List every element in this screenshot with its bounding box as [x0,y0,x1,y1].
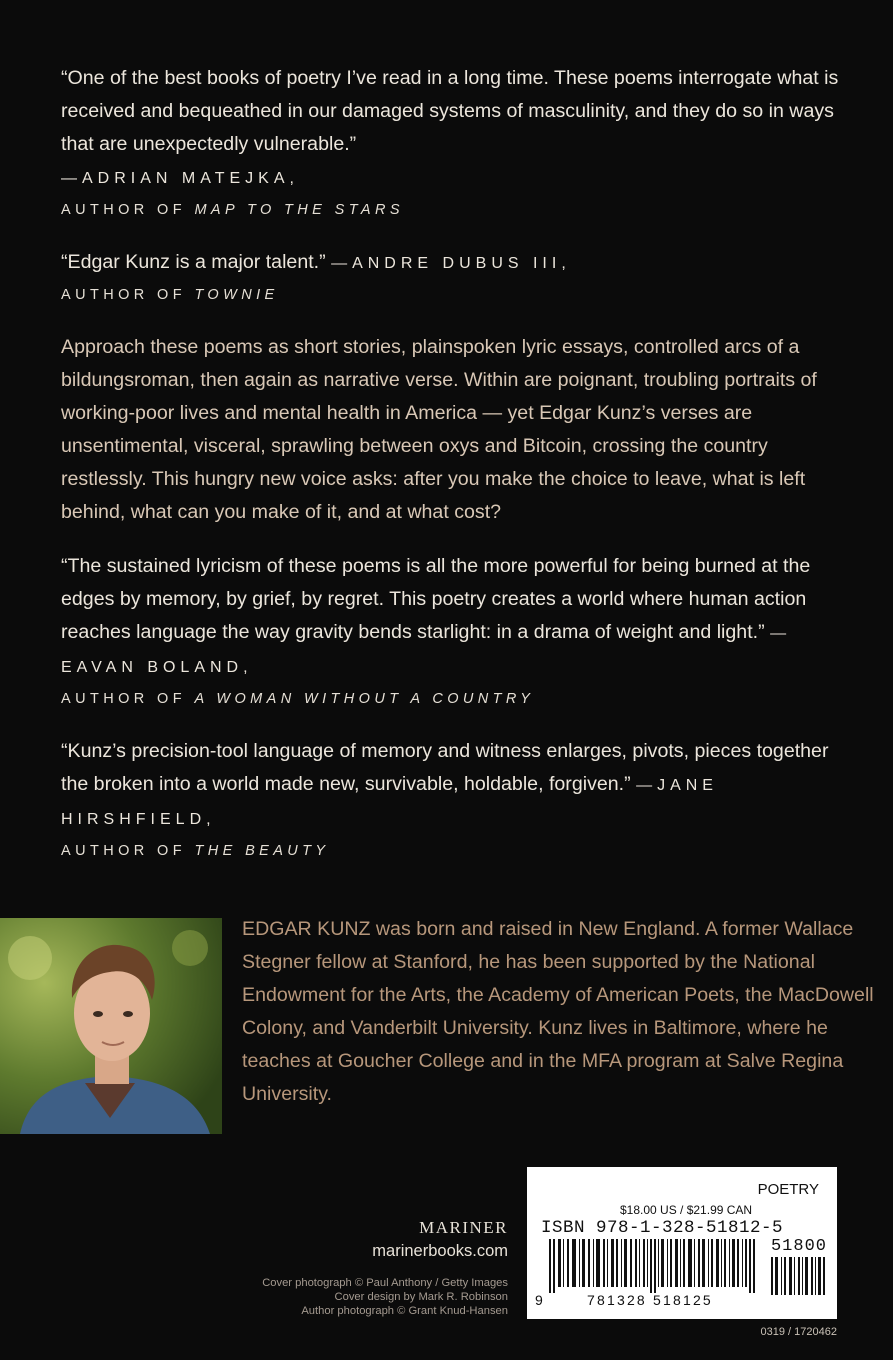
back-cover-text [61,62,841,887]
price: $18.00 US / $21.99 CAN [620,1203,753,1217]
credit-line: Cover design by Mark R. Robinson [334,1291,508,1303]
author-photo [0,918,222,1134]
description-block [61,331,841,529]
attribution: —EAVAN BOLAND, [61,625,792,676]
attribution: —ADRIAN MATEJKA, [61,170,299,187]
quote-text: “The sustained lyricism of these poems is all the more powerful for being burned at the edges by memory, by grief, by regret. This poetry creates a world where human action reaches language the way gravity bends starlight: in a drama of weight and light.” [61,555,811,643]
quote-block [61,550,841,714]
quote-text: “Edgar Kunz is a major talent.” [61,251,332,273]
quote-text: “Kunz’s precision-tool language of memory and witness enlarges, pivots, pieces together the broken into a world made new, survivable, holdable, forgiven.” [61,740,829,795]
publisher-url[interactable]: marinerbooks.com [372,1242,508,1260]
isbn: ISBN 978-1-328-51812-5 [541,1218,784,1238]
ean-first-digit: 9 [535,1292,543,1308]
author-of-line: AUTHOR OF THE BEAUTY [61,843,330,859]
addon-code: 51800 [770,1237,827,1256]
quote-block [61,62,841,225]
product-code: 0319 / 1720462 [760,1326,837,1338]
barcode-label [527,1167,837,1319]
attribution: —ANDRE DUBUS III, [331,255,571,272]
publisher-name: MARINER [419,1218,508,1237]
category-label: POETRY [757,1181,819,1198]
quote-block [61,735,841,866]
author-bio: EDGAR KUNZ was born and raised in New England. A former Wallace Stegner fellow at Stanford, he has been supported by the National Endowment for the Arts, the Academy of American Poets, the MacDowell Colony, and Vanderbilt University. Kunz lives in Baltimore, where he teaches at Goucher College and in the MFA program at Salve Regina University. [242,918,874,1105]
credit-line: Cover photograph © Paul Anthony / Getty Images [262,1277,508,1289]
author-of-line: AUTHOR OF A WOMAN WITHOUT A COUNTRY [61,691,535,707]
description: Approach these poems as short stories, plainspoken lyric essays, controlled arcs of a bildungsroman, then again as narrative verse. Within are poignant, troubling portraits of working-poor lives and mental health in America — yet Edgar Kunz’s verses are unsentimental, visceral, sprawling between oxys and Bitcoin, crossing the country restlessly. This hungry new voice asks: after you make the choice to leave, what is left behind, what can you make of it, and at what cost? [61,336,817,523]
addon-barcode [771,1257,827,1295]
attribution: —JANE HIRSHFIELD, [61,777,718,828]
ean-number: 781328 518125 [587,1292,713,1308]
author-of-line: AUTHOR OF MAP TO THE STARS [61,202,404,218]
credit-line: Author photograph © Grant Knud-Hansen [301,1305,508,1317]
quote-text: “One of the best books of poetry I’ve read in a long time. These poems interrogate what is received and bequeathed in our damaged systems of masculinity, and they do so in ways that are unexpectedly vulnerable.” [61,67,839,155]
publisher-block [372,1218,508,1261]
author-of-line: AUTHOR OF TOWNIE [61,287,279,303]
quote-block [61,246,841,310]
main-barcode [549,1239,765,1293]
credits [262,1276,508,1318]
